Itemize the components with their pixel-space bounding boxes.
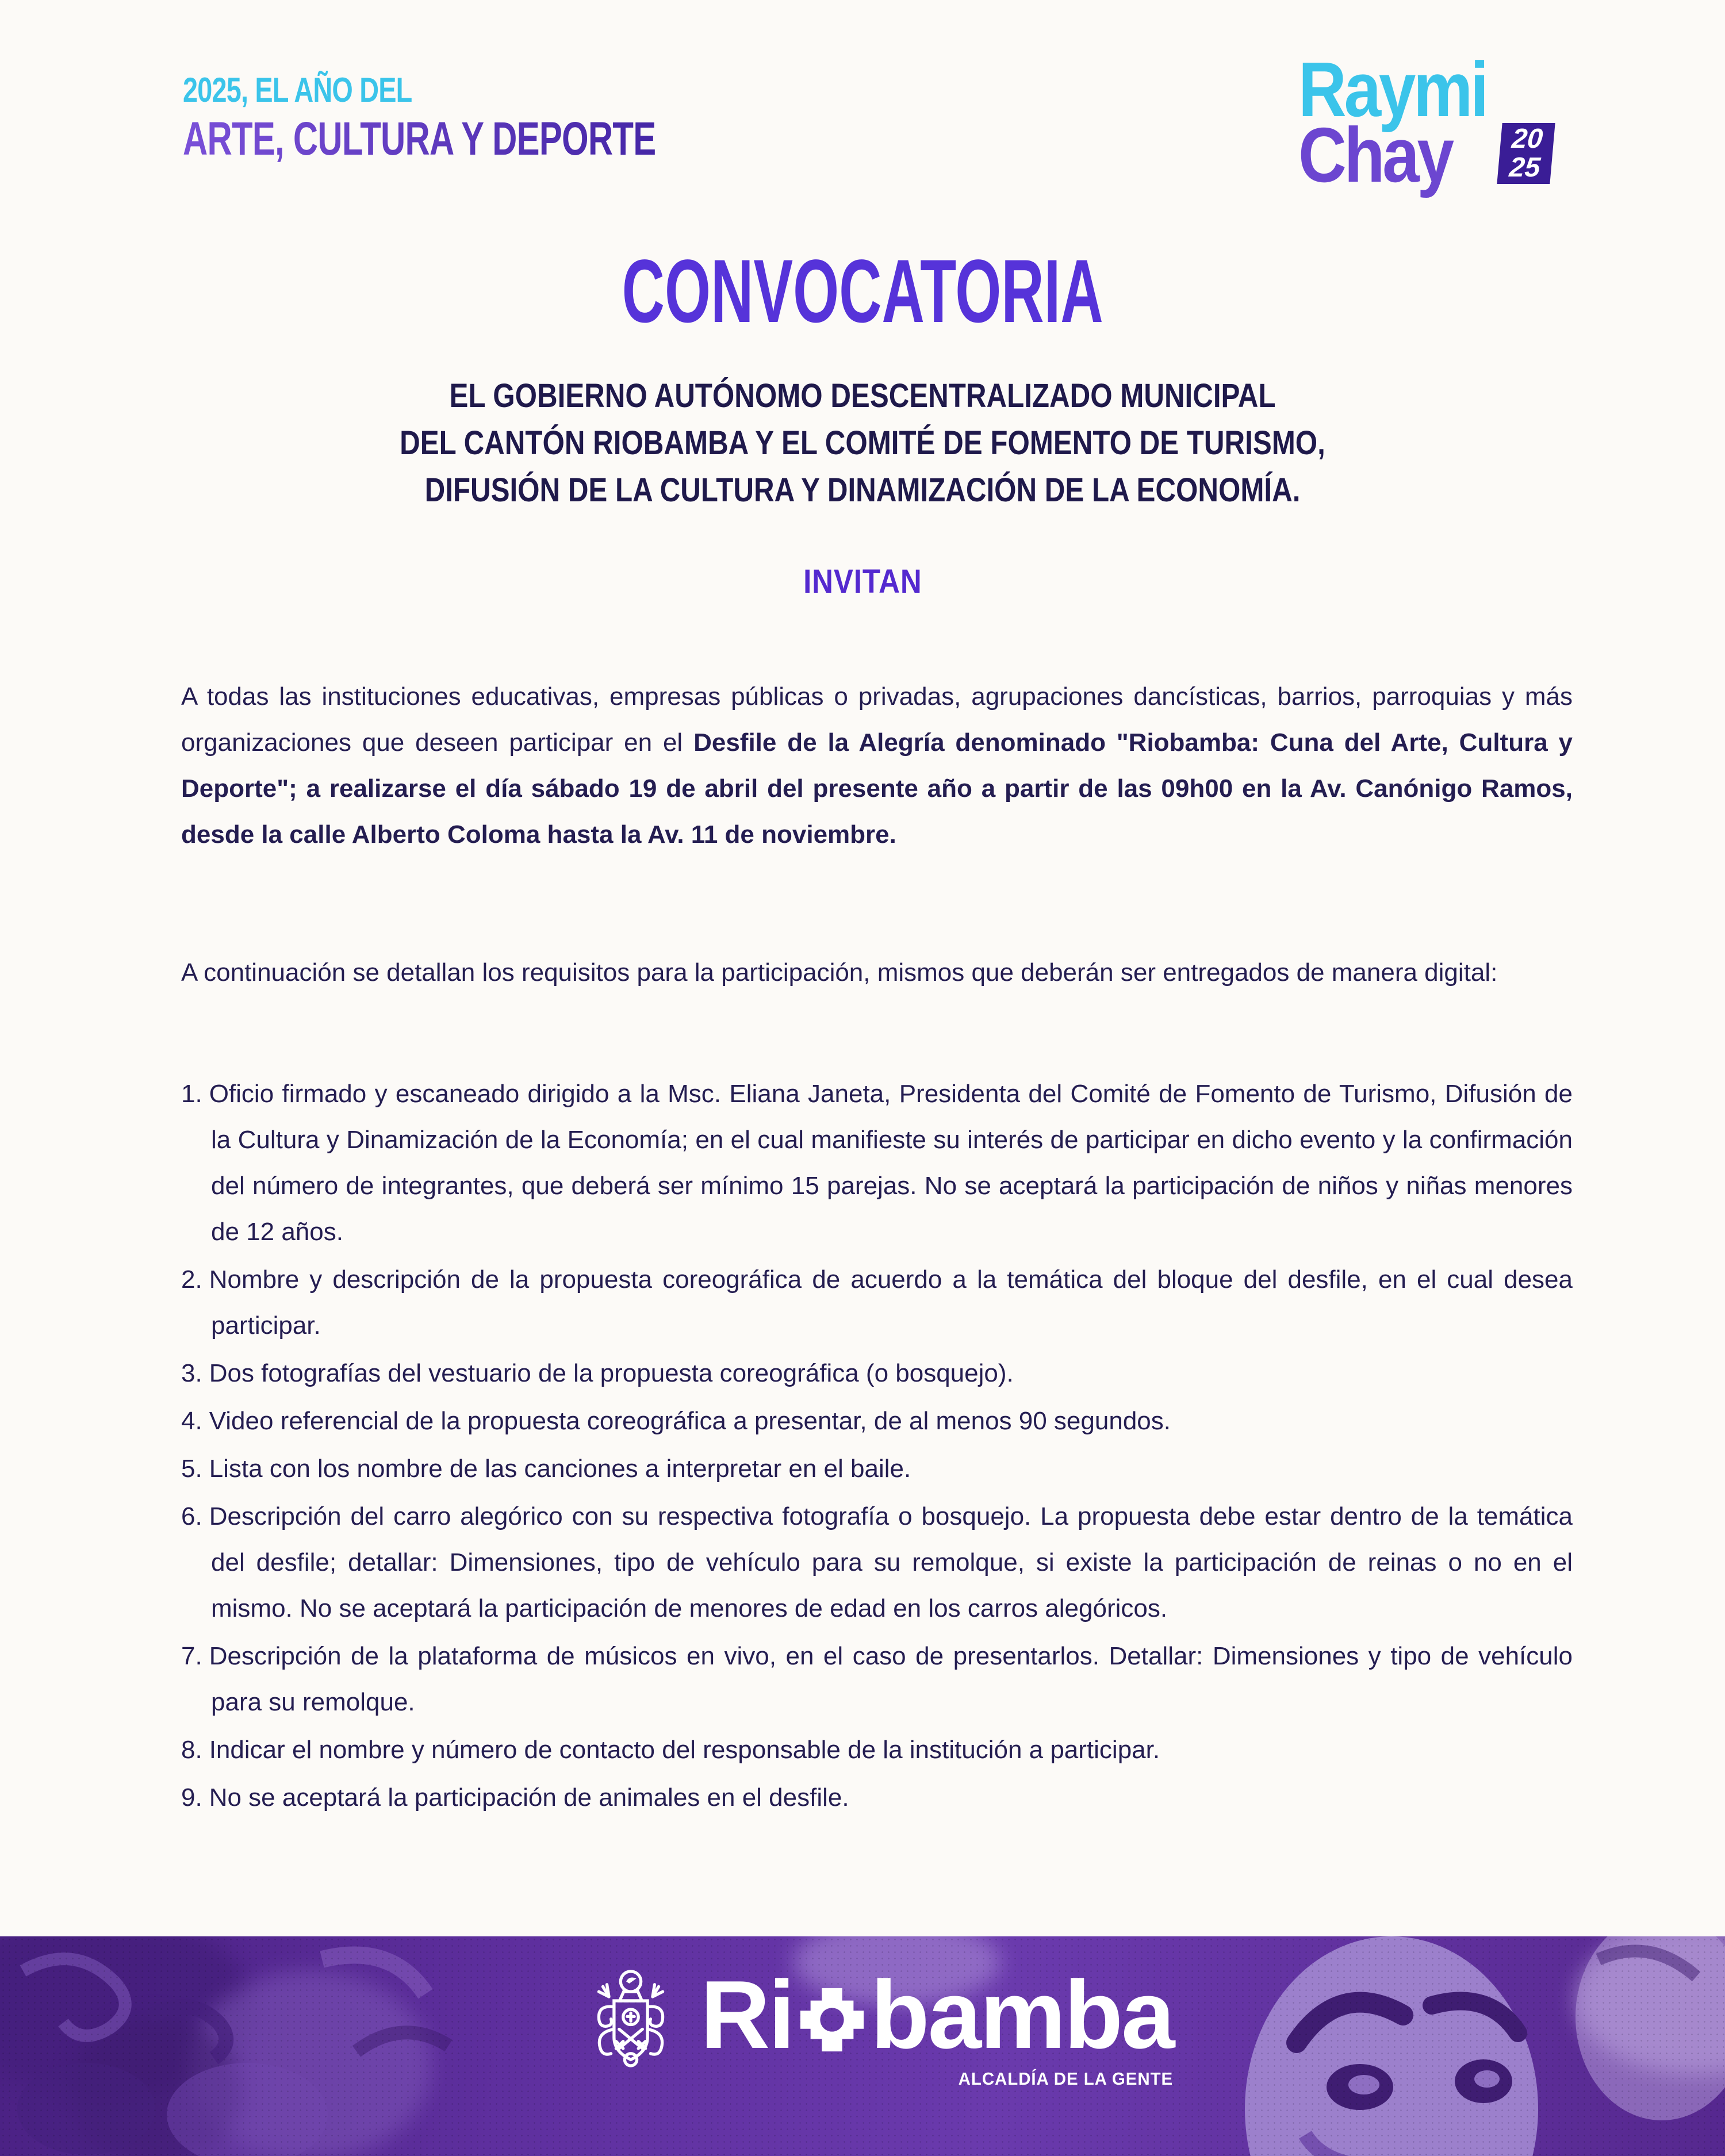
intro-normal-text: A todas las instituciones educativas, empresas públicas o privadas, agrupaciones dancísticas, barrios, parroquias y más organizaciones que deseen participar en el: [181, 682, 1573, 757]
item-text: Dos fotografías del vestuario de la propuesta coreográfica (o bosquejo).: [209, 1359, 1014, 1387]
riobamba-brand: [588, 1961, 1174, 2089]
list-item: [181, 1071, 1573, 1255]
requirements-intro-paragraph: A continuación se detallan los requisitos para la participación, mismos que deberán ser entregados de manera digital:: [181, 958, 1498, 987]
list-item: [181, 1446, 1573, 1492]
page-title-text: CONVOCATORIA: [622, 241, 1103, 342]
brand-suffix: bamba: [871, 1961, 1174, 2069]
item-number: 7.: [181, 1642, 202, 1670]
year-banner-line2: ARTE, CULTURA Y DEPORTE: [183, 113, 656, 165]
brand-tagline: ALCALDÍA DE LA GENTE: [959, 2069, 1174, 2089]
item-text: Video referencial de la propuesta coreográfica a presentar, de al menos 90 segundos.: [209, 1407, 1171, 1435]
page-title: [0, 240, 1725, 343]
chay-word: Chay: [1298, 112, 1452, 198]
item-text: Nombre y descripción de la propuesta coreográfica de acuerdo a la temática del bloque del desfile, en el cual desea participar.: [209, 1265, 1573, 1340]
chakana-icon: [798, 1986, 866, 2054]
list-item: [181, 1775, 1573, 1821]
item-number: 1.: [181, 1080, 202, 1108]
item-number: 2.: [181, 1265, 202, 1294]
requirements-list: [181, 1071, 1573, 1823]
riobamba-wordmark: [700, 1961, 1174, 2069]
item-text: Descripción de la plataforma de músicos en vivo, en el caso de presentarlos. Detallar: Dimensiones y tipo de vehículo para su remolque.: [209, 1642, 1573, 1716]
item-text: No se aceptará la participación de animales en el desfile.: [209, 1783, 849, 1812]
item-text: Lista con los nombre de las canciones a interpretar en el baile.: [209, 1455, 911, 1483]
organizer-heading: [0, 373, 1725, 514]
list-item: [181, 1727, 1573, 1773]
organizer-line: DIFUSIÓN DE LA CULTURA Y DINAMIZACIÓN DE LA ECONOMÍA.: [424, 471, 1301, 509]
list-item: [181, 1351, 1573, 1397]
badge-bottom-digits: 25: [1508, 152, 1542, 183]
raymi-2025-badge: [1497, 123, 1555, 184]
badge-top-digits: 20: [1511, 124, 1544, 154]
organizer-line: DEL CANTÓN RIOBAMBA Y EL COMITÉ DE FOMENTO DE TURISMO,: [400, 424, 1325, 462]
item-number: 8.: [181, 1736, 202, 1764]
footer-band: [0, 1936, 1725, 2156]
invitan-text: INVITAN: [803, 563, 922, 600]
item-text: Oficio firmado y escaneado dirigido a la Msc. Eliana Janeta, Presidenta del Comité de Fomento de Turismo, Difusión de la Cultura y Dinamización de la Economía; en el cual manifieste su interés de participar en dicho evento y la confirmación del número de integrantes, que deberá ser mínimo 15 parejas. No se aceptará la participación de niños y niñas menores de 12 años.: [209, 1080, 1573, 1246]
raymi-chay-logo: [1298, 46, 1569, 198]
list-item: [181, 1494, 1573, 1632]
organizer-line: EL GOBIERNO AUTÓNOMO DESCENTRALIZADO MUNICIPAL: [449, 377, 1276, 415]
brand-prefix: Ri: [700, 1961, 793, 2069]
item-number: 4.: [181, 1407, 202, 1435]
intro-bold-text: Desfile de la Alegría denominado "Riobamba: Cuna del Arte, Cultura y Deporte"; a realizarse el día sábado 19 de abril del presente año a partir de las 09h00 en la Av. Canónigo Ramos, desde la calle Alberto Coloma hasta la Av. 11 de noviembre.: [181, 728, 1573, 849]
list-item: [181, 1398, 1573, 1444]
intro-paragraph: [181, 674, 1573, 858]
item-number: 3.: [181, 1359, 202, 1387]
year-banner-line1: 2025, EL AÑO DEL: [183, 71, 412, 109]
list-item: [181, 1257, 1573, 1349]
item-number: 9.: [181, 1783, 202, 1812]
item-number: 5.: [181, 1455, 202, 1483]
year-banner: [183, 70, 831, 166]
item-text: Indicar el nombre y número de contacto del responsable de la institución a participar.: [209, 1736, 1160, 1764]
invitan-heading: [0, 562, 1725, 601]
list-item: [181, 1633, 1573, 1725]
riobamba-shield-icon: [588, 1966, 674, 2079]
item-number: 6.: [181, 1502, 202, 1530]
item-text: Descripción del carro alegórico con su respectiva fotografía o bosquejo. La propuesta debe estar dentro de la temática del desfile; detallar: Dimensiones, tipo de vehículo para su remolque, si existe la participación de reinas o no en el mismo. No se aceptará la participación de menores de edad en los carros alegóricos.: [209, 1502, 1573, 1622]
raymi-word: Raymi: [1298, 46, 1486, 133]
